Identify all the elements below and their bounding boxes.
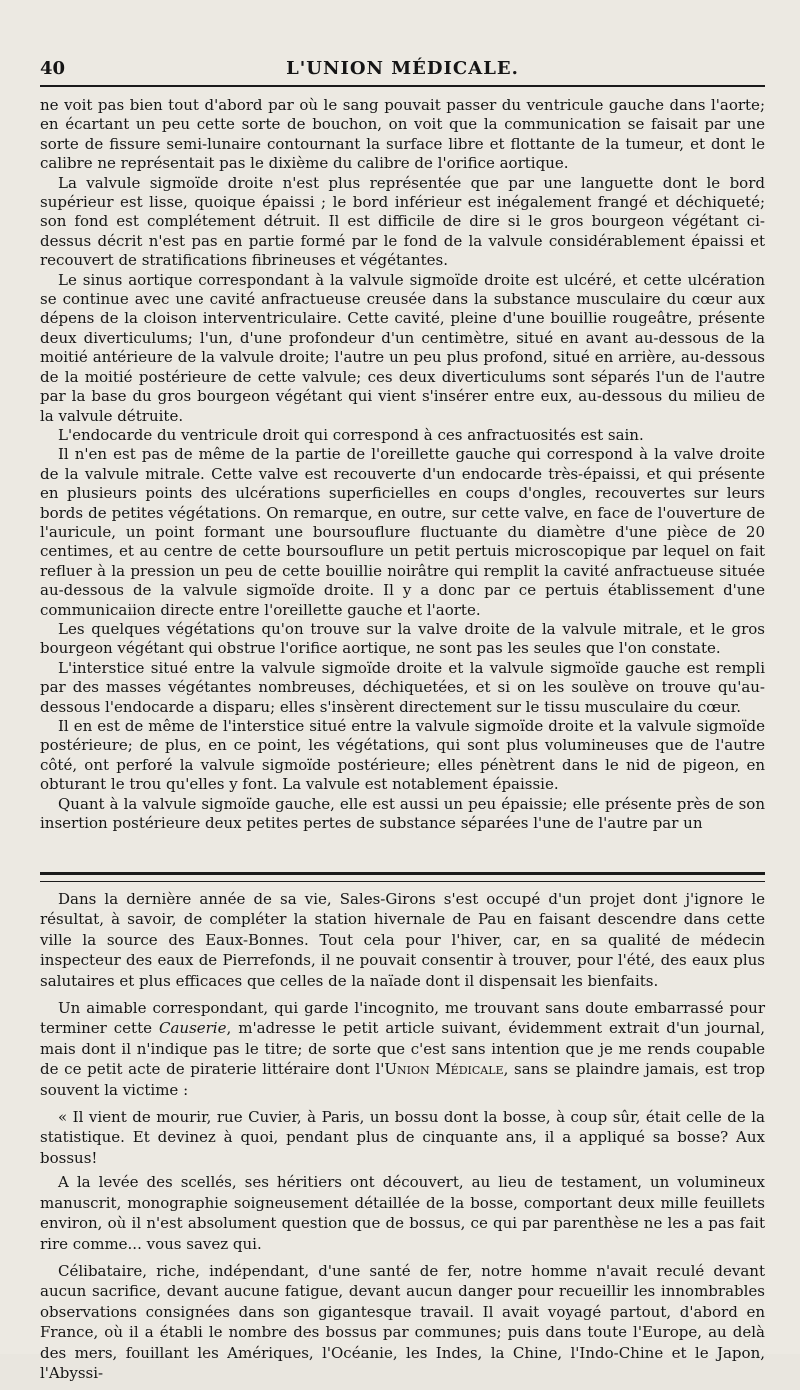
feuilleton-paragraph: Célibataire, riche, indépendant, d'une santé de fer, notre homme n'avait reculé devant aucun sacrifice, devant aucune fatigue, devant aucun danger pour recueillir les innombrables observations consignées dans son gigantesque travail. Il avait voyagé partout, d'abord en France, où il a établi le nombre des bossus par communes; puis dans toute l'Europe, au delà des mers, fouillant les Amériques, l'Océanie, les Indes, la Chine, l'Indo-Chine et le Japon, l'Abyssi- (40, 1261, 765, 1382)
article-body (40, 96, 765, 833)
journal-name: Union Médicale (384, 1060, 504, 1079)
feuilleton-paragraph: A la levée des scellés, ses héritiers ont découvert, au lieu de testament, un volumineux manuscrit, monographie soigneusement détaillée de la bosse, comportant deux mille feuillets environ, où il n'est absolument question que de bossus, ce qui par parenthèse ne les a pas fait rire comme... vous savez qui. (40, 1173, 765, 1253)
body-paragraph: L'interstice situé entre la valvule sigmoïde droite et la valvule sigmoïde gauche est rempli par des masses végétantes nombreuses, déchiquetées, et si on les soulève on trouve qu'au-dessous l'endocarde a disparu; elles s'insèrent directement sur le tissu musculaire du cœur. (40, 658, 765, 716)
header-rule (40, 85, 765, 87)
causerie-title: Causerie (158, 1019, 227, 1038)
body-paragraph: Les quelques végétations qu'on trouve sur la valve droite de la valvule mitrale, et le gros bourgeon végétant qui obstrue l'orifice aortique, ne sont pas les seules que l'on constate. (40, 619, 765, 658)
feuilleton-text: , sans se plaindre jamais, est trop souvent la victime : (40, 1060, 765, 1099)
body-paragraph: Il n'en est pas de même de la partie de l'oreillette gauche qui correspond à la valve droite de la valvule mitrale. Cette valve est recouverte d'un endocarde très-épaissi, et qui présente en plusieurs points des ulcérations superficielles en coups d'ongles, recouvertes sur leurs bords de petites végétations. On remarque, en outre, sur cette valve, en face de l'ouverture de l'auricule, un point formant une boursouflure fluctuante du diamètre d'une pièce de 20 centimes, et au centre de cette boursouflure un petit pertuis microscopique par lequel on fait refluer à la pression un peu de cette bouillie noirâtre qui remplit la cavité anfractueuse située au-dessous de la valvule sigmoïde droite. Il y a donc par ce pertuis établissement d'une communicaiion directe entre l'oreillette gauche et l'aorte. (40, 445, 765, 619)
feuilleton-paragraph (40, 998, 765, 1100)
feuilleton-text: Un aimable correspondant, qui garde l'incognito, me trouvant sans doute embarrassé pour terminer cette (40, 999, 765, 1038)
body-paragraph: Quant à la valvule sigmoïde gauche, elle est aussi un peu épaissie; elle présente près de son insertion postérieure deux petites pertes de substance séparées l'une de l'autre par un (40, 794, 765, 833)
body-paragraph: La valvule sigmoïde droite n'est plus représentée que par une languette dont le bord supérieur est lisse, quoique épaissi ; le bord inférieur est inégalement frangé et déchiqueté; son fond est complétement détruit. Il est difficile de dire si le gros bourgeon végétant ci-dessus décrit n'est pas en partie formé par le fond de la valvule considérablement épaissi et recouvert de stratifications fibrineuses et végétantes. (40, 173, 765, 270)
body-paragraph: Il en est de même de l'interstice situé entre la valvule sigmoïde droite et la valvule sigmoïde postérieure; de plus, en ce point, les végétations, qui sont plus volumineuses que de l'autre côté, ont perforé la valvule sigmoïde postérieure; elles pénètrent dans le nid de pigeon, en obturant le trou qu'elles y font. La valvule est notablement épaissie. (40, 717, 765, 794)
body-paragraph: L'endocarde du ventricule droit qui correspond à ces anfractuosités est sain. (58, 425, 644, 444)
body-paragraph: ne voit pas bien tout d'abord par où le sang pouvait passer du ventricule gauche dans l'aorte; en écartant un peu cette sorte de bouchon, on voit que la communication se faisait par une sorte de fissure semi-lunaire contournant la surface libre et flottante de la tumeur, et dont le calibre ne représentait pas le dixième du calibre de l'orifice aortique. (40, 96, 765, 173)
quoted-paragraph: « Il vient de mourir, rue Cuvier, à Paris, un bossu dont la bosse, à coup sûr, était celle de la statistique. Et devinez à quoi, pendant plus de cinquante ans, il a appliqué sa bosse? Aux bossus! (40, 1108, 765, 1167)
feuilleton-paragraph: Dans la dernière année de sa vie, Sales-Girons s'est occupé d'un projet dont j'ignore le résultat, à savoir, de compléter la station hivernale de Pau en faisant descendre dans cette ville la source des Eaux-Bonnes. Tout cela pour l'hiver, car, en sa qualité de médecin inspecteur des eaux de Pierrefonds, il ne pouvait consentir à trouver, pour l'été, des eaux plus salutaires et plus efficaces que celles de la naïade dont il dispensait les bienfaits. (40, 890, 765, 990)
feuilleton-divider (40, 872, 765, 882)
page-number: 40 (40, 58, 66, 79)
feuilleton-section (40, 889, 765, 1390)
running-title: L'UNION MÉDICALE. (286, 58, 519, 79)
page-header (40, 58, 765, 82)
feuilleton-text: , m'adresse le petit article suivant, évidemment extrait d'un journal, mais dont il n'indique pas le titre; de sorte que c'est sans intention que je me rends coupable de ce petit acte de piraterie littéraire dont l' (40, 1019, 765, 1079)
body-paragraph: Le sinus aortique correspondant à la valvule sigmoïde droite est ulcéré, et cette ulcération se continue avec une cavité anfractueuse creusée dans la substance musculaire du cœur aux dépens de la cloison interventriculaire. Cette cavité, pleine d'une bouillie rougeâtre, présente deux diverticulums; l'un, d'une profondeur d'un centimètre, situé en avant au-dessous de la moitié antérieure de la valvule droite; l'autre un peu plus profond, situé en arrière, au-dessous de la moitié postérieure de cette valvule; ces deux diverticulums sont séparés l'un de l'autre par la base du gros bourgeon végétant qui vient s'insérer entre eux, au-dessous du milieu de la valvule détruite. (40, 270, 765, 425)
